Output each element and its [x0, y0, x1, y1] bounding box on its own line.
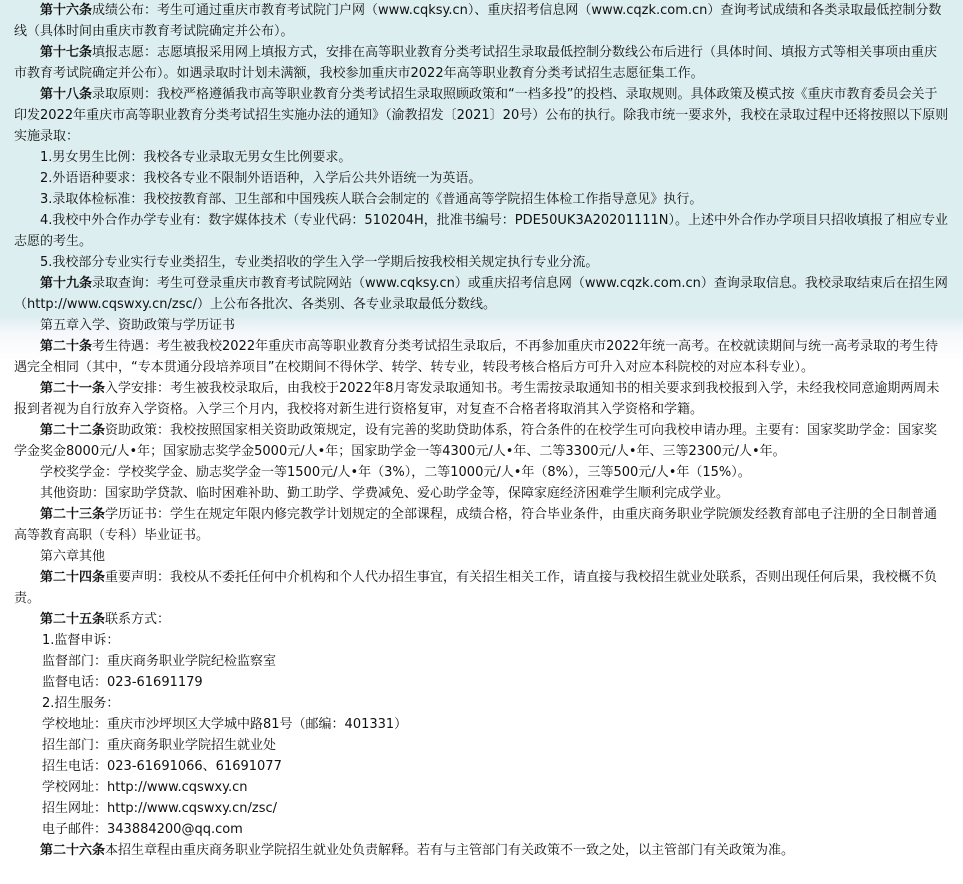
list-item: 5.我校部分专业实行专业类招生，专业类招收的学生入学一学期后按我校相关规定执行专业分流。: [40, 255, 599, 270]
article-title: 第二十二条: [40, 423, 106, 438]
contact-line: 电子邮件：343884200@qq.com: [42, 822, 243, 837]
article-text: 联系方式：: [105, 612, 171, 627]
list-item: 2.外语语种要求：我校各专业不限制外语语种，入学后公共外语统一为英语。: [40, 171, 482, 186]
article-18: [14, 84, 949, 147]
article-21: [14, 378, 949, 420]
article-25: [14, 609, 949, 630]
article-title: 第二十三条: [40, 507, 106, 522]
article-title: 第十七条: [40, 45, 93, 60]
article-text: 录取原则：我校严格遵循我市高等职业教育分类考试招生录取照顾政策和“一档多投”的投档、录取规则。具体政策及模式按《重庆市教育委员会关于印发2022年重庆市高等职业教育分类考试招生实施办法的通知》（渝教招发〔2021〕20号）公布的执行。除我市统一要求外，我校在录取过程中还将按照以下原则实施录取：: [14, 87, 949, 144]
article-23: [14, 504, 949, 546]
article-24: [14, 567, 949, 609]
article-text: 录取查询：考生可登录重庆市教育考试院网站（www.cqksy.cn）或重庆招考信息网（www.cqzk.com.cn）查询录取信息。我校录取结束后在招生网（http://www.cqswxy.cn/zsc/）上公布各批次、各类别、各专业录取最低分数线。: [14, 276, 948, 312]
contact-line: 2.招生服务：: [42, 696, 120, 711]
chapter-heading: 第六章其他: [40, 549, 106, 564]
contact-line: 学校地址：重庆市沙坪坝区大学城中路81号（邮编：401331）: [42, 717, 408, 732]
article-title: 第二十四条: [40, 570, 106, 585]
article-text: 成绩公布：考生可通过重庆市教育考试院门户网（www.cqksy.cn）、重庆招考信息网（www.cqzk.com.cn）查询考试成绩和各类录取最低控制分数线（具体时间由重庆市教育考试院确定并公布）。: [14, 3, 942, 39]
other-aid: 其他资助：国家助学贷款、临时困难补助、勤工助学、学费减免、爱心助学金等，保障家庭经济困难学生顺利完成学业。: [40, 486, 730, 501]
article-26: [14, 840, 949, 861]
contact-line: 招生部门：重庆商务职业学院招生就业处: [42, 738, 277, 753]
article-title: 第二十六条: [40, 843, 106, 858]
article-text: 填报志愿：志愿填报采用网上填报方式，安排在高等职业教育分类考试招生录取最低控制分数线公布后进行（具体时间、填报方式等相关事项由重庆市教育考试院确定并公布）。如遇录取时计划未满额，我校参加重庆市2022年高等职业教育分类考试招生志愿征集工作。: [14, 45, 938, 81]
article-title: 第十八条: [40, 87, 93, 102]
article-19: [14, 273, 949, 315]
list-item: 1.男女男生比例：我校各专业录取无男女生比例要求。: [40, 150, 352, 165]
contact-line: 监督电话：023-61691179: [42, 675, 203, 690]
article-title: 第二十条: [40, 339, 93, 354]
school-scholarship: 学校奖学金：学校奖学金、励志奖学金一等1500元/人•年（3%），二等1000元/人•年（8%），三等500元/人•年（15%）。: [40, 465, 751, 480]
contact-line: 1.监督申诉：: [42, 633, 120, 648]
article-text: 学历证书：学生在规定年限内修完教学计划规定的全部课程，成绩合格，符合毕业条件，由重庆商务职业学院颁发经教育部电子注册的全日制普通高等教育高职（专科）毕业证书。: [14, 507, 938, 543]
article-17: [14, 42, 949, 84]
article-20: [14, 336, 949, 378]
article-22: [14, 420, 949, 462]
article-text: 本招生章程由重庆商务职业学院招生就业处负责解释。若有与主管部门有关政策不一致之处，以主管部门有关政策为准。: [105, 843, 795, 858]
contact-line: 监督部门：重庆商务职业学院纪检监察室: [42, 654, 277, 669]
article-title: 第十六条: [40, 3, 93, 18]
article-text: 入学安排：考生被我校录取后，由我校于2022年8月寄发录取通知书。考生需按录取通知书的相关要求到我校报到入学，未经我校同意逾期两周未报到者视为自行放弃入学资格。入学三个月内，我校将对新生进行资格复审，对复查不合格者将取消其入学资格和学籍。: [14, 381, 940, 417]
contact-line: 学校网址：http://www.cqswxy.cn: [42, 780, 248, 795]
article-16: [14, 0, 949, 42]
article-title: 第二十一条: [40, 381, 106, 396]
contact-line: 招生电话：023-61691066、61691077: [42, 759, 282, 774]
contact-line: 招生网址：http://www.cqswxy.cn/zsc/: [42, 801, 278, 816]
article-text: 考生待遇：考生被我校2022年重庆市高等职业教育分类考试招生录取后，不再参加重庆市2022年统一高考。在校就读期间与统一高考录取的考生待遇完全相同（其中，“专本贯通分段培养项目”在校期间不得休学、转学、转专业，转段考核合格后方可升入对应本科院校的对应本科专业）。: [14, 339, 939, 375]
article-text: 重要声明：我校从不委托任何中介机构和个人代办招生事宜，有关招生相关工作，请直接与我校招生就业处联系，否则出现任何后果，我校概不负责。: [14, 570, 938, 606]
list-item: 3.录取体检标准：我校按教育部、卫生部和中国残疾人联合会制定的《普通高等学院招生体检工作指导意见》执行。: [40, 192, 703, 207]
list-item: 4.我校中外合作办学专业有：数字媒体技术（专业代码：510204H，批准书编号：PDE50UK3A20201111N）。上述中外合作办学项目只招收填报了相应专业志愿的考生。: [14, 213, 949, 249]
article-title: 第十九条: [40, 276, 93, 291]
chapter-heading: 第五章入学、资助政策与学历证书: [40, 318, 236, 333]
article-text: 资助政策：我校按照国家相关资助政策规定，设有完善的奖助贷助体系，符合条件的在校学生可向我校申请办理。主要有：国家奖助学金：国家奖学金奖金8000元/人•年；国家励志奖学金5000元/人•年；国家助学金一等4300元/人•年、二等3300元/人•年、三等2300元/人•年。: [14, 423, 938, 459]
article-title: 第二十五条: [40, 612, 106, 627]
